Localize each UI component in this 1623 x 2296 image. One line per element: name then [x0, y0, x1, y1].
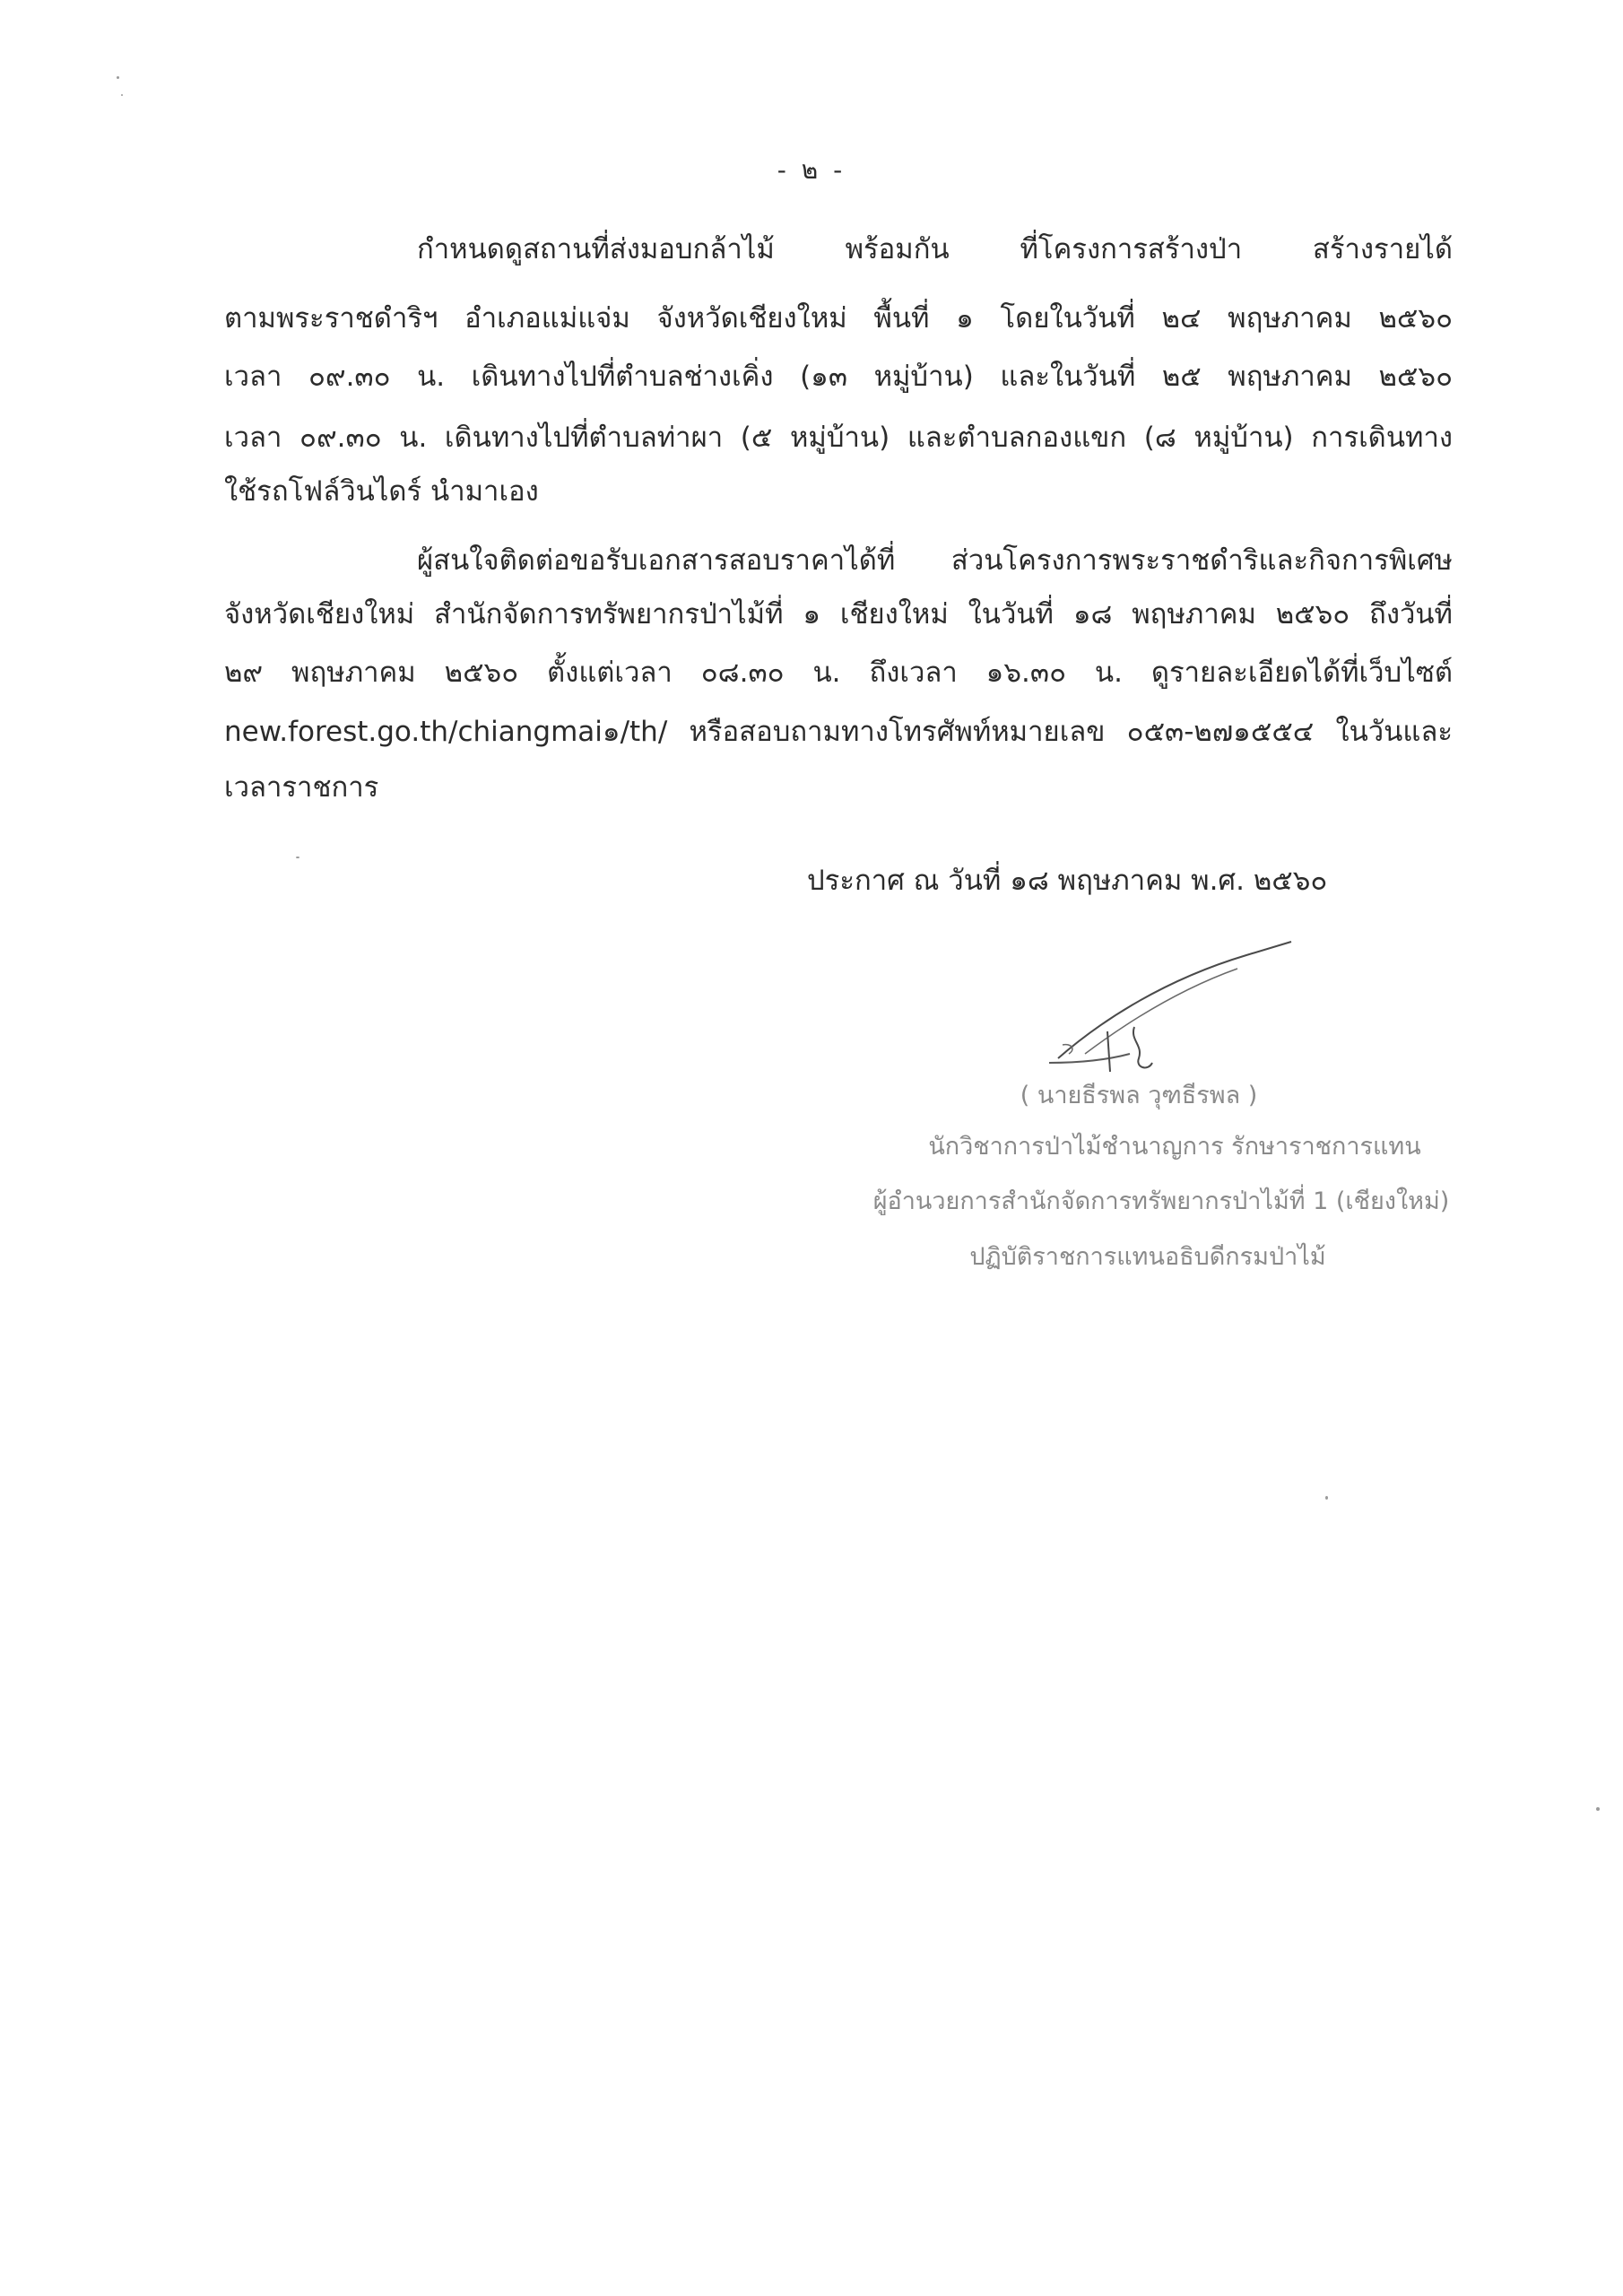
paragraph-line: ตามพระราชดำริฯ อำเภอแม่แจ่ม จังหวัดเชียงใหม่ พื้นที่ ๑ โดยในวันที่ ๒๔ พฤษภาคม ๒๕๖๐: [224, 302, 1453, 335]
paragraph-line: จังหวัดเชียงใหม่ สำนักจัดการทรัพยากรป่าไม้ที่ ๑ เชียงใหม่ ในวันที่ ๑๘ พฤษภาคม ๒๕๖๐ ถึงวันที่: [224, 598, 1453, 631]
signer-position: นักวิชาการป่าไม้ชำนาญการ รักษาราชการแทน: [928, 1133, 1421, 1161]
scan-speck: [117, 76, 119, 79]
scan-speck: [1325, 1496, 1328, 1500]
scan-speck: [1596, 1807, 1600, 1811]
paragraph-line: ผู้สนใจติดต่อขอรับเอกสารสอบราคาได้ที่ ส่วนโครงการพระราชดำริและกิจการพิเศษ: [417, 544, 1453, 577]
page-number: - ๒ -: [777, 155, 846, 185]
paragraph-line: new.forest.go.th/chiangmai๑/th/ หรือสอบถามทางโทรศัพท์หมายเลข ๐๕๓-๒๗๑๕๕๔ ในวันและ: [224, 716, 1453, 748]
announcement-date: ประกาศ ณ วันที่ ๑๘ พฤษภาคม พ.ศ. ๒๕๖๐: [807, 865, 1328, 897]
signer-name: ( นายธีรพล วุฑธีรพล ): [1020, 1082, 1258, 1109]
paragraph-line: เวลา ๐๙.๓๐ น. เดินทางไปที่ตำบลท่าผา (๕ หมู่บ้าน) และตำบลกองแขก (๘ หมู่บ้าน) การเดินทาง: [224, 422, 1453, 454]
paragraph-line: เวลา ๐๙.๓๐ น. เดินทางไปที่ตำบลช่างเคิ่ง (๑๓ หมู่บ้าน) และในวันที่ ๒๕ พฤษภาคม ๒๕๖๐: [224, 361, 1453, 393]
signer-position: ผู้อำนวยการสำนักจัดการทรัพยากรป่าไม้ที่ 1 (เชียงใหม่): [872, 1187, 1450, 1215]
scan-speck: [121, 94, 123, 96]
paragraph-line: ใช้รถโฟล์วินไดร์ นำมาเอง: [224, 475, 539, 508]
scan-speck: [296, 857, 299, 858]
paragraph-line: เวลาราชการ: [224, 771, 379, 804]
paragraph-line: ๒๙ พฤษภาคม ๒๕๖๐ ตั้งแต่เวลา ๐๘.๓๐ น. ถึงเวลา ๑๖.๓๐ น. ดูรายละเอียดได้ที่เว็บไซต์: [224, 657, 1453, 689]
paragraph-line: กำหนดดูสถานที่ส่งมอบกล้าไม้ พร้อมกัน ที่โครงการสร้างป่า สร้างรายได้: [417, 233, 1453, 265]
signer-position: ปฏิบัติราชการแทนอธิบดีกรมป่าไม้: [969, 1243, 1326, 1271]
